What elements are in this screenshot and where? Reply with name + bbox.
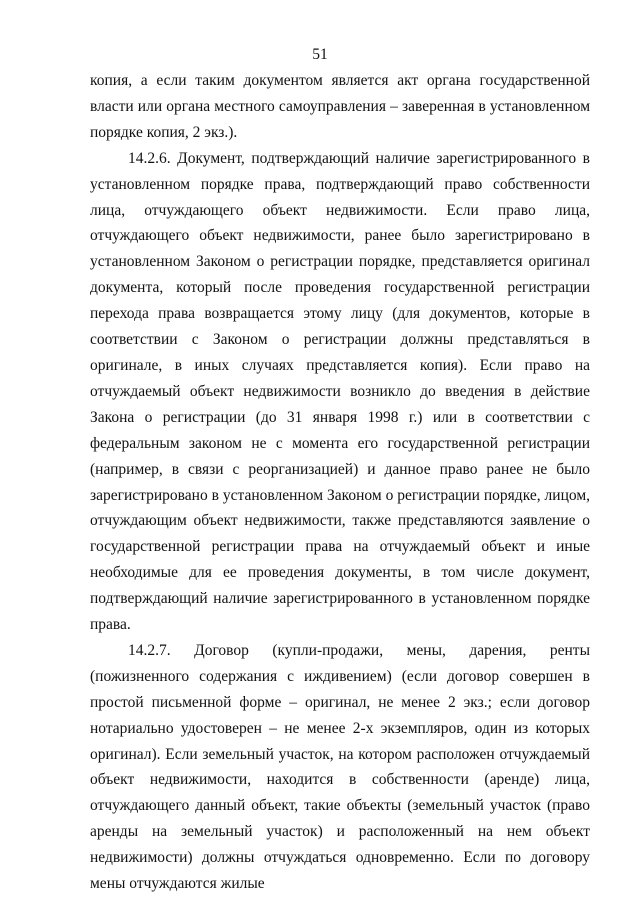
document-body	[90, 68, 590, 897]
paragraph-14-2-7: 14.2.7. Договор (купли-продажи, мены, дарения, ренты (пожизненного содержания с иждивением) (если договор совершен в простой письменной форме – оригинал, не менее 2 экз.; если договор нотариально удостоверен – не менее 2-х экземпляров, один из которых оригинал). Если земельный участок, на котором расположен отчуждаемый объект недвижимости, находится в собственности (аренде) лица, отчуждающего данный объект, такие объекты (земельный участок (право аренды на земельный участок) и расположенный на нем объект недвижимости) должны отчуждаться одновременно. Если по договору мены отчуждаются жилые	[90, 641, 590, 893]
paragraph-14-2-6: 14.2.6. Документ, подтверждающий наличие зарегистрированного в установленном порядке права, подтверждающий право собственности лица, отчуждающего объект недвижимости. Если право лица, отчуждающего объект недвижимости, ранее было зарегистрировано в установленном Законом о регистрации порядке, представляется оригинал документа, который после проведения государственной регистрации перехода права возвращается этому лицу (для документов, которые в соответствии с Законом о регистрации должны представляться в оригинале, в иных случаях представляется копия). Если право на отчуждаемый объект недвижимости возникло до введения в действие Закона о регистрации (до 31 января 1998 г.) или в соответствии с федеральным законом не с момента его государственной регистрации (например, в связи с реорганизацией) и данное право ранее не было зарегистрировано в установленном Законом о регистрации порядке, лицом, отчуждающим объект недвижимости, также представляются заявление о государственной регистрации права на отчуждаемый объект и иные необходимые для ее проведения документы, в том числе документ, подтверждающий наличие зарегистрированного в установленном порядке права.	[90, 149, 590, 634]
page-number: 51	[312, 46, 328, 63]
paragraph-continuation: копия, а если таким документом является акт органа государственной власти или органа местного самоуправления – заверенная в установленном порядке копия, 2 экз.).	[90, 72, 590, 141]
